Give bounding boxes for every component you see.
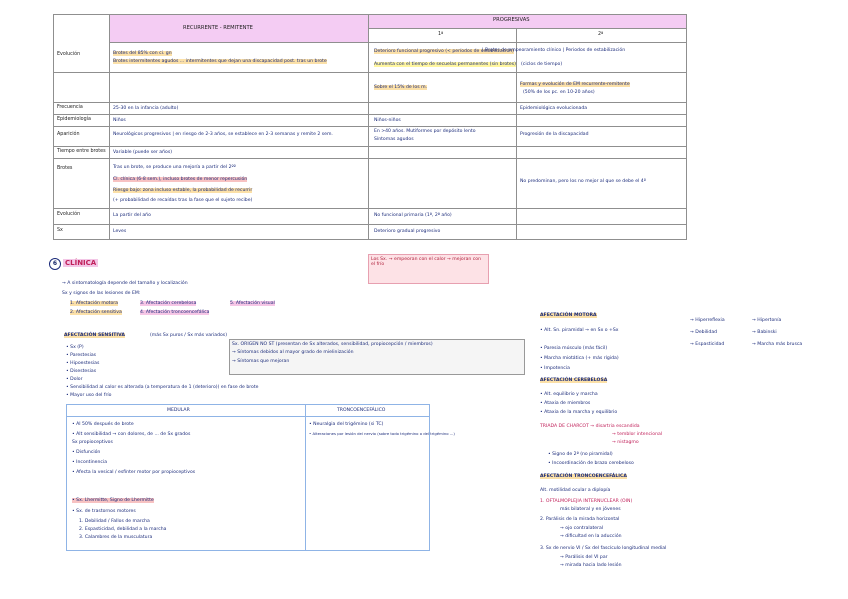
tronco-item: 2. Parálisis de la mirada horizontal — [540, 517, 620, 522]
row-label-evolucion: Evolución — [57, 52, 81, 57]
cell-text: Riesgo bajo: zona incluso estable, la probabilidad de recurrir — [113, 188, 253, 193]
sensitiva-side: (más Sx puros / Sx más variados) — [150, 333, 227, 338]
cell-text: (ciclos de tiempo) — [521, 62, 563, 67]
tronco-item: → dificultad en la aducción — [560, 534, 622, 539]
medular-item: Sx propioceptivos — [72, 440, 113, 445]
cell-text: Síntomas agudos — [374, 137, 414, 142]
motora-item: • Alt. Sn. piramidal → en Sx o +Sx — [540, 328, 619, 333]
sensitiva-item: • Disestesias — [66, 369, 97, 374]
row-label-sx: Sx — [57, 228, 63, 233]
cerebelosa-item: • Alt. equilibrio y marcha — [540, 392, 598, 397]
cerebelosa-item: • Ataxia de la marcha y equilibrio — [540, 410, 618, 415]
medular-item: 1. Debilidad / Fallos de marcha — [79, 519, 150, 524]
cell-text: Variable (puede ser años) — [113, 150, 172, 155]
boxed-note-line: Sx. ORIGEN NO ST (presentan de Sx alterados, sensibilidad, propiocepción / miembros) — [232, 342, 433, 347]
cerebelosa-item: TRIADA DE CHARCOT → disartria escandida — [540, 424, 640, 429]
cell-text: (50% de los pc. en 10-20 años) — [523, 90, 595, 95]
header-primary: 1ª — [438, 32, 444, 37]
boxed-note-line: → Síntomas que mejoran — [232, 358, 290, 364]
cerebelosa-item: • Ataxia de miembros — [540, 401, 591, 406]
sensitiva-item: • Sx (P) — [66, 345, 84, 350]
tronco-item: → mirada hacia lado lesión — [560, 563, 622, 568]
row-label-evolucion-2: Evolución — [57, 212, 81, 217]
list-item: 3. Afectación cerebelosa — [140, 301, 197, 306]
boxed-note — [229, 339, 525, 375]
list-item: 1. Afectación motora — [70, 301, 118, 306]
cell-text: Aumenta con el tiempo de secuelas permanentes (sin brotes) — [374, 62, 516, 67]
header-secondary: 2ª — [598, 32, 604, 37]
motora-item: • Marcha miotática (+ más rígida) — [540, 356, 619, 361]
boxed-note-line: → Síntomas debidos al mayor grado de mielinización — [232, 350, 354, 356]
sensitiva-item: • Sensibilidad al calor es alterada (a temperatura de 1 (deterioro)) en fase de brote — [66, 385, 259, 390]
intro-line: Sx y signos de las lesiones de EM: — [62, 291, 141, 296]
row-label-epidemiologia: Epidemiología — [57, 117, 91, 122]
troncoencefalica-title: AFECTACIÓN TRONCOENCEFÁLICA — [540, 474, 627, 479]
medular-item: 3. Calambres de la musculatura — [79, 535, 153, 540]
tronco-title: TRONCOENCEFÁLICO — [337, 408, 386, 413]
sensitiva-title: AFECTACIÓN SENSITIVA — [64, 333, 125, 338]
motora-side: → Hiperreflexia — [690, 318, 725, 323]
row-label-tiempo: Tiempo entre brotes — [57, 149, 106, 154]
sensitiva-item: • Dolor — [66, 377, 83, 382]
sensitiva-item: • Mayor uso del frío — [66, 393, 112, 398]
motora-item: • Impotencia — [540, 366, 570, 371]
cell-text: Sobre el 15% de los m. — [374, 85, 428, 90]
medular-box — [66, 404, 455, 551]
section-title: CLÍNICA — [65, 259, 97, 267]
tronco-item: 3. Sx de nervio VI / Sx del fascículo longitudinal medial — [540, 546, 667, 551]
cell-text: | Brotes de empeoramiento clínico | Periodos de estabilización — [482, 48, 626, 53]
tronco-item: • Neuralgia del trigémino (si TC) — [309, 422, 384, 427]
cell-text: Niños — [113, 118, 126, 123]
medular-item: • Alt sensibilidad → con dolores, de ... de Sx grados — [72, 432, 191, 437]
cell-text: Niños-niños — [374, 118, 401, 123]
motora-item: • Paresia músculo (más fácil) — [540, 346, 608, 351]
cell-text: En >40 años. Mutiformes por depósito lento — [374, 129, 476, 134]
cerebelosa-item: • Incoordinación de brazo cerebeloso — [548, 461, 634, 466]
header-recurrent: RECURRENTE - REMITENTE — [183, 25, 253, 31]
cell-text: Cl. clínica (6-8 sem.), incluso brotes de menor repercusión — [113, 177, 248, 182]
cell-text: Epidemiológica evolucionada — [520, 106, 588, 111]
cell-text: (+ probabilidad de recaídas tras la fase que el sujeto recibe) — [113, 198, 253, 203]
list-item: 5. Afectación visual — [230, 301, 275, 306]
motora-side: → Babinski — [752, 330, 777, 335]
tronco-item: → Parálisis del VI par — [560, 555, 608, 560]
medular-item: • Afecta la vesical / esfínter motor por propioceptivos — [72, 470, 196, 475]
motora-side: → Espasticidad — [690, 342, 725, 347]
cerebelosa-title: AFECTACIÓN CEREBELOSA — [540, 378, 608, 383]
cell-text: Neurológicos progresivos | en riesgo de 2-3 años, se establece en 2-3 semanas y remite 2 sem. — [113, 132, 333, 137]
medular-item: 2. Espasticidad, debilidad a la marcha — [79, 527, 167, 532]
intro-line: → A sintomatología depende del tamaño y localización — [62, 281, 188, 286]
cell-text: No funcional primaria (1ª, 2ª año) — [374, 213, 452, 218]
cell-text: 25-30 en la infancia (adulto) — [113, 106, 179, 111]
tronco-item: • Alteraciones por lesión del nervio (sobre todo trigémino o del trigémino ...) — [309, 431, 455, 436]
medular-item: • Sx. Lhermitte, Signo de Lhermitte — [72, 498, 154, 503]
sensitiva-item: • Parestesias — [66, 353, 97, 358]
motora-side: → Debilidad — [690, 330, 718, 335]
cell-text: Deterioro funcional progresivo (< períodos de estabilización) — [374, 49, 514, 54]
motora-side: → Marcha más brusca — [752, 342, 803, 347]
cell-text: Leves — [113, 229, 127, 234]
motora-side: → Hipertonía — [752, 318, 782, 323]
cell-text: No predominan, pero los no mejor al que se debe el 4º — [520, 179, 646, 184]
cell-text: Formas y evolución de EM recurrente-remitente — [520, 82, 630, 87]
cerebelosa-item: → temblor intencional — [612, 432, 663, 437]
header-progressive: PROGRESIVAS — [493, 17, 530, 23]
medular-item: • Al 50% después de brote — [72, 422, 134, 427]
cell-text: Brotes intermitentes agudos ... intermitentes que dejan una discapacidad post. tras un brote — [113, 59, 327, 64]
note-box-heat: Los Sx. → empeoran con el calor → mejoran con el frío — [368, 254, 489, 284]
cell-text: Brotes del 85% con ci. gn — [113, 51, 172, 56]
row-label-aparicion: Aparición — [57, 132, 80, 137]
cerebelosa-item: • Signo de 2ª (no piramidal) — [548, 452, 613, 457]
medular-item: • Disfunción — [72, 450, 101, 455]
cerebelosa-item: → nistagmo — [612, 440, 639, 445]
cell-text: Progresión de la discapacidad — [520, 132, 589, 137]
medular-item: • Incontinencia — [72, 460, 108, 465]
list-item: 4. Afectación troncoencefálica — [140, 310, 210, 315]
ms-types-table — [53, 14, 687, 240]
tronco-item: → ojo contralateral — [560, 526, 604, 531]
medular-title: MEDULAR — [167, 408, 190, 413]
motora-title: AFECTACIÓN MOTORA — [540, 313, 597, 318]
tronco-item: Alt. motilidad ocular a diplopía — [540, 488, 611, 493]
tronco-item: 1. OFTALMOPLEJIA INTERNUCLEAR (OIN) — [540, 499, 633, 504]
sensitiva-item: • Hipoestesias — [66, 361, 100, 366]
row-label-frecuencia: Frecuencia — [57, 105, 83, 110]
cell-text: Tras un brote, se produce una mejoría a partir del 2ºº — [113, 165, 236, 170]
cell-text: La partir del año — [113, 213, 151, 218]
cell-text: Deterioro gradual progresivo — [374, 229, 441, 234]
tronco-item: más bilateral y en jóvenes — [560, 507, 621, 512]
row-label-brotes: Brotes — [57, 166, 73, 171]
section-number: 6 — [49, 258, 61, 270]
list-item: 2. Afectación sensitiva — [70, 310, 122, 315]
medular-item: • Sx. de trastornos motores — [72, 509, 136, 514]
